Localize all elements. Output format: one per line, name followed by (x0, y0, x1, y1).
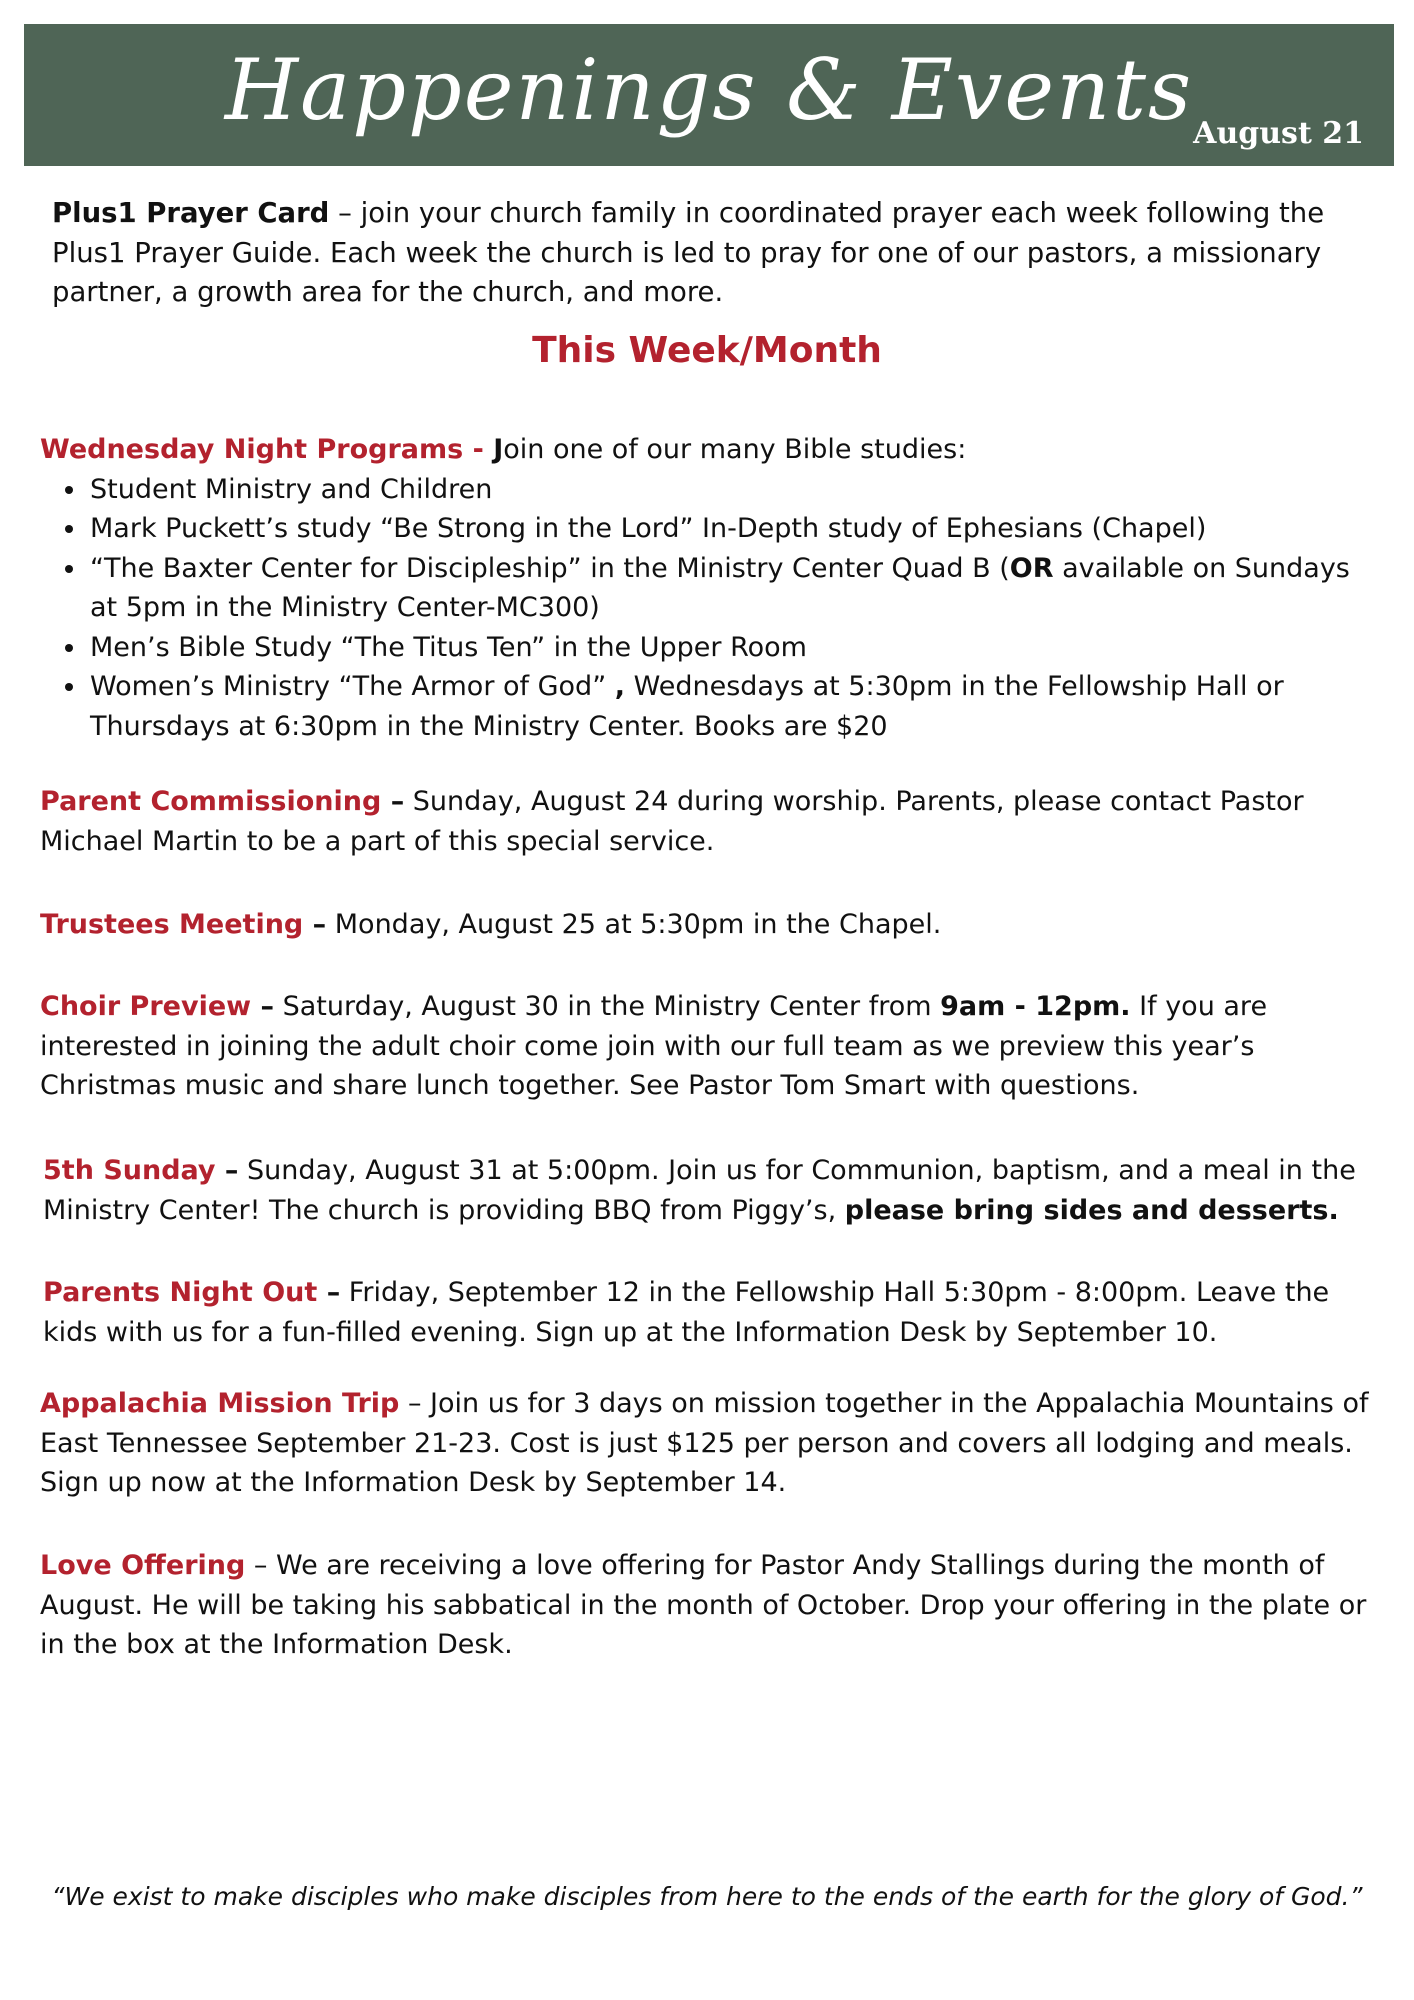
event-appalachia-mission-trip: Appalachia Mission Trip – Join us for 3 days on mission together in the Appalachia Mountains of East Tennessee September 21-23. Cost is just $125 per person and covers all lodging and meals. Sign up now at the Information Desk by September 14. (40, 1388, 1369, 1498)
header-banner (24, 24, 1394, 166)
event-label: Parents Night Out (43, 1277, 318, 1308)
wednesday-label: Wednesday Night Programs - (40, 434, 494, 465)
event-text: Sunday, August 24 during worship. Parents, please contact Pastor Michael Martin to be a part of this special service. (40, 786, 1304, 857)
event-love-offering: Love Offering – We are receiving a love offering for Pastor Andy Stallings during the month of August. He will be taking his sabbatical in the month of October. Drop your offering in the plate or in the box at the Information Desk. (40, 1550, 1367, 1660)
wednesday-programs (40, 430, 1380, 746)
event-label: 5th Sunday (43, 1155, 216, 1186)
intro-label: Plus1 Prayer Card (52, 197, 330, 229)
event-parent-commissioning: Parent Commissioning – Sunday, August 24 during worship. Parents, please contact Pastor Michael Martin to be a part of this special service. (40, 786, 1304, 857)
event-trustees-meeting: Trustees Meeting – Monday, August 25 at 5:30pm in the Chapel. (40, 909, 942, 940)
wednesday-bold-j: J (493, 434, 504, 465)
wednesday-text: oin one of our many Bible studies: (503, 434, 967, 465)
intro-text: – join your church family in coordinated prayer each week following the Plus1 Prayer Guide. Each week the church is led to pray for one of our pastors, a missionary partner, a growth area for the church, and more. (52, 197, 1325, 308)
section-heading: This Week/Month (532, 330, 882, 371)
event-text: Monday, August 25 at 5:30pm in the Chapel. (326, 909, 942, 940)
list-item: • Mark Puckett’s study “Be Strong in the Lord” In-Depth study of Ephesians (Chapel) (88, 509, 1380, 549)
event-label: Appalachia Mission Trip (40, 1388, 400, 1419)
footer-quote: “We exist to make disciples who make disciples from here to the ends of the earth for the glory of God.” (51, 1882, 1363, 1911)
event-label: Love Offering (40, 1550, 246, 1581)
header-title: Happenings & Events (224, 41, 1194, 139)
intro-paragraph (52, 194, 1352, 313)
event-label: Choir Preview (40, 991, 252, 1022)
event-choir-preview: Choir Preview – Saturday, August 30 in the Ministry Center from 9am - 12pm. If you are interested in joining the adult choir come join with our full team as we preview this year’s Christmas music and share lunch together. See Pastor Tom Smart with questions. (40, 991, 1268, 1101)
event-parents-night-out: Parents Night Out – Friday, September 12 in the Fellowship Hall 5:30pm - 8:00pm. Leave the kids with us for a fun-filled evening. Sign up at the Information Desk by September 10. (43, 1277, 1330, 1348)
list-item: • “The Baxter Center for Discipleship” in the Ministry Center Quad B (OR available on Sundays at 5pm in the Ministry Center-MC300) (88, 549, 1380, 628)
event-label: Trustees Meeting (40, 909, 304, 940)
header-date: August 21 (1193, 116, 1364, 151)
wednesday-list (40, 470, 1380, 747)
event-5th-sunday: 5th Sunday – Sunday, August 31 at 5:00pm. Join us for Communion, baptism, and a meal in the Ministry Center! The church is providing BBQ from Piggy’s, please bring sides and desserts. (43, 1155, 1356, 1226)
list-item: • Men’s Bible Study “The Titus Ten” in the Upper Room (88, 628, 1380, 668)
list-item: • Student Ministry and Children (88, 470, 1380, 510)
event-label: Parent Commissioning (40, 786, 382, 817)
list-item: • Women’s Ministry “The Armor of God” , Wednesdays at 5:30pm in the Fellowship Hall or Thursdays at 6:30pm in the Ministry Center. Books are $20 (88, 667, 1380, 746)
